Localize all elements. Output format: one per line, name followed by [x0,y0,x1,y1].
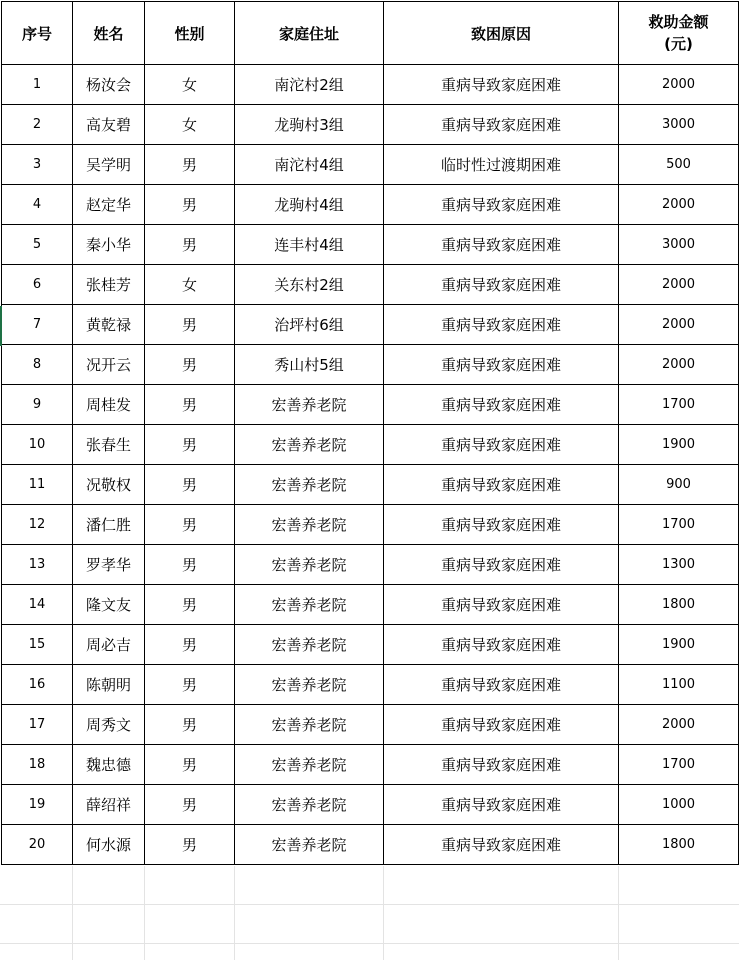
cell-reason[interactable]: 重病导致家庭困难 [384,665,619,705]
cell-name[interactable]: 吴学明 [73,145,145,185]
cell-gender[interactable]: 男 [145,505,235,545]
cell-reason[interactable]: 重病导致家庭困难 [384,785,619,825]
cell-address[interactable]: 宏善养老院 [235,745,384,785]
cell-address[interactable]: 宏善养老院 [235,385,384,425]
gridline [72,866,73,960]
cell-amount[interactable]: 1100 [619,665,739,705]
cell-address[interactable]: 南沱村2组 [235,65,384,105]
header-address[interactable]: 家庭住址 [235,2,384,65]
cell-reason[interactable]: 重病导致家庭困难 [384,505,619,545]
cell-reason[interactable]: 重病导致家庭困难 [384,705,619,745]
gridline [0,943,739,944]
cell-amount[interactable]: 1000 [619,785,739,825]
table-row [2,585,739,625]
cell-reason[interactable]: 重病导致家庭困难 [384,305,619,345]
cell-name[interactable]: 赵定华 [73,185,145,225]
cell-gender[interactable]: 男 [145,145,235,185]
cell-index[interactable]: 10 [2,425,73,465]
cell-name[interactable]: 薛绍祥 [73,785,145,825]
cell-address[interactable]: 治坪村6组 [235,305,384,345]
cell-gender[interactable]: 男 [145,545,235,585]
cell-address[interactable]: 宏善养老院 [235,625,384,665]
cell-reason[interactable]: 重病导致家庭困难 [384,225,619,265]
header-amount-label: 救助金额 (元) [648,13,709,53]
cell-index[interactable]: 15 [2,625,73,665]
table-body [2,65,739,865]
cell-gender[interactable]: 女 [145,265,235,305]
cell-amount[interactable]: 1800 [619,585,739,625]
cell-name[interactable]: 罗孝华 [73,545,145,585]
table-row [2,825,739,865]
cell-index[interactable]: 12 [2,505,73,545]
cell-amount[interactable]: 2000 [619,305,739,345]
cell-amount[interactable]: 2000 [619,265,739,305]
row-selection-marker [0,306,2,346]
cell-gender[interactable]: 男 [145,625,235,665]
cell-address[interactable]: 连丰村4组 [235,225,384,265]
cell-index[interactable]: 13 [2,545,73,585]
header-reason[interactable]: 致困原因 [384,2,619,65]
cell-address[interactable]: 宏善养老院 [235,665,384,705]
cell-name[interactable]: 陈朝明 [73,665,145,705]
cell-address[interactable]: 宏善养老院 [235,785,384,825]
table-row [2,705,739,745]
cell-name[interactable]: 杨汝会 [73,65,145,105]
cell-amount[interactable]: 2000 [619,65,739,105]
cell-reason[interactable]: 重病导致家庭困难 [384,585,619,625]
cell-amount[interactable]: 2000 [619,345,739,385]
cell-amount[interactable]: 1800 [619,825,739,865]
table-row [2,105,739,145]
table-row [2,465,739,505]
cell-name[interactable]: 周必吉 [73,625,145,665]
cell-index[interactable]: 4 [2,185,73,225]
cell-reason[interactable]: 重病导致家庭困难 [384,385,619,425]
cell-address[interactable]: 龙驹村4组 [235,185,384,225]
cell-address[interactable]: 秀山村5组 [235,345,384,385]
table-row [2,665,739,705]
cell-amount[interactable]: 1300 [619,545,739,585]
cell-name[interactable]: 况开云 [73,345,145,385]
cell-gender[interactable]: 男 [145,465,235,505]
cell-amount[interactable]: 1900 [619,625,739,665]
cell-address[interactable]: 龙驹村3组 [235,105,384,145]
cell-index[interactable]: 7 [2,305,73,345]
cell-index[interactable]: 8 [2,345,73,385]
cell-reason[interactable]: 重病导致家庭困难 [384,185,619,225]
cell-index[interactable]: 11 [2,465,73,505]
cell-name[interactable]: 潘仁胜 [73,505,145,545]
cell-gender[interactable]: 男 [145,665,235,705]
cell-gender[interactable]: 男 [145,745,235,785]
cell-amount[interactable]: 2000 [619,185,739,225]
cell-reason[interactable]: 重病导致家庭困难 [384,425,619,465]
cell-name[interactable]: 高友碧 [73,105,145,145]
table-row [2,65,739,105]
header-gender[interactable]: 性别 [145,2,235,65]
cell-address[interactable]: 宏善养老院 [235,545,384,585]
cell-address[interactable]: 宏善养老院 [235,585,384,625]
cell-name[interactable]: 魏忠德 [73,745,145,785]
cell-gender[interactable]: 男 [145,305,235,345]
cell-amount[interactable]: 1700 [619,385,739,425]
cell-address[interactable]: 关东村2组 [235,265,384,305]
cell-amount[interactable]: 1700 [619,505,739,545]
cell-gender[interactable]: 男 [145,825,235,865]
header-row [2,2,739,65]
cell-name[interactable]: 黄乾禄 [73,305,145,345]
cell-reason[interactable]: 临时性过渡期困难 [384,145,619,185]
cell-reason[interactable]: 重病导致家庭困难 [384,465,619,505]
cell-index[interactable]: 2 [2,105,73,145]
cell-index[interactable]: 9 [2,385,73,425]
cell-name[interactable]: 秦小华 [73,225,145,265]
cell-address[interactable]: 宏善养老院 [235,705,384,745]
cell-index[interactable]: 3 [2,145,73,185]
cell-address[interactable]: 南沱村4组 [235,145,384,185]
cell-address[interactable]: 宏善养老院 [235,825,384,865]
cell-index[interactable]: 5 [2,225,73,265]
cell-name[interactable]: 周桂发 [73,385,145,425]
cell-gender[interactable]: 女 [145,105,235,145]
cell-reason[interactable]: 重病导致家庭困难 [384,745,619,785]
cell-gender[interactable]: 男 [145,345,235,385]
cell-index[interactable]: 18 [2,745,73,785]
gridline [0,904,739,905]
table-row [2,185,739,225]
table-row [2,745,739,785]
table-row [2,505,739,545]
table-row [2,305,739,345]
cell-name[interactable]: 隆文友 [73,585,145,625]
cell-index[interactable]: 17 [2,705,73,745]
header-name[interactable]: 姓名 [73,2,145,65]
cell-amount[interactable]: 2000 [619,705,739,745]
cell-reason[interactable]: 重病导致家庭困难 [384,625,619,665]
cell-address[interactable]: 宏善养老院 [235,425,384,465]
cell-address[interactable]: 宏善养老院 [235,465,384,505]
table-row [2,545,739,585]
empty-cells-area[interactable] [0,866,739,960]
cell-gender[interactable]: 男 [145,385,235,425]
table-row [2,385,739,425]
cell-name[interactable]: 张桂芳 [73,265,145,305]
cell-index[interactable]: 19 [2,785,73,825]
cell-amount[interactable]: 1900 [619,425,739,465]
table-row [2,265,739,305]
table-row [2,785,739,825]
cell-index[interactable]: 16 [2,665,73,705]
cell-gender[interactable]: 女 [145,65,235,105]
cell-amount[interactable]: 900 [619,465,739,505]
header-index[interactable]: 序号 [2,2,73,65]
table-row [2,345,739,385]
gridline [618,866,619,960]
cell-index[interactable]: 14 [2,585,73,625]
cell-reason[interactable]: 重病导致家庭困难 [384,545,619,585]
cell-gender[interactable]: 男 [145,585,235,625]
cell-amount[interactable]: 3000 [619,105,739,145]
table-row [2,145,739,185]
header-amount[interactable] [619,2,739,65]
cell-index[interactable]: 1 [2,65,73,105]
cell-reason[interactable]: 重病导致家庭困难 [384,825,619,865]
cell-reason[interactable]: 重病导致家庭困难 [384,65,619,105]
cell-name[interactable]: 张春生 [73,425,145,465]
cell-gender[interactable]: 男 [145,785,235,825]
cell-gender[interactable]: 男 [145,225,235,265]
cell-amount[interactable]: 3000 [619,225,739,265]
relief-table [1,1,739,865]
table-row [2,425,739,465]
cell-name[interactable]: 周秀文 [73,705,145,745]
cell-reason[interactable]: 重病导致家庭困难 [384,265,619,305]
cell-gender[interactable]: 男 [145,185,235,225]
table-row [2,225,739,265]
cell-gender[interactable]: 男 [145,705,235,745]
gridline [234,866,235,960]
cell-address[interactable]: 宏善养老院 [235,505,384,545]
cell-reason[interactable]: 重病导致家庭困难 [384,345,619,385]
gridline [383,866,384,960]
cell-gender[interactable]: 男 [145,425,235,465]
cell-name[interactable]: 况敬权 [73,465,145,505]
gridline [144,866,145,960]
cell-index[interactable]: 20 [2,825,73,865]
cell-index[interactable]: 6 [2,265,73,305]
table-row [2,625,739,665]
cell-amount[interactable]: 1700 [619,745,739,785]
cell-reason[interactable]: 重病导致家庭困难 [384,105,619,145]
cell-name[interactable]: 何水源 [73,825,145,865]
cell-amount[interactable]: 500 [619,145,739,185]
